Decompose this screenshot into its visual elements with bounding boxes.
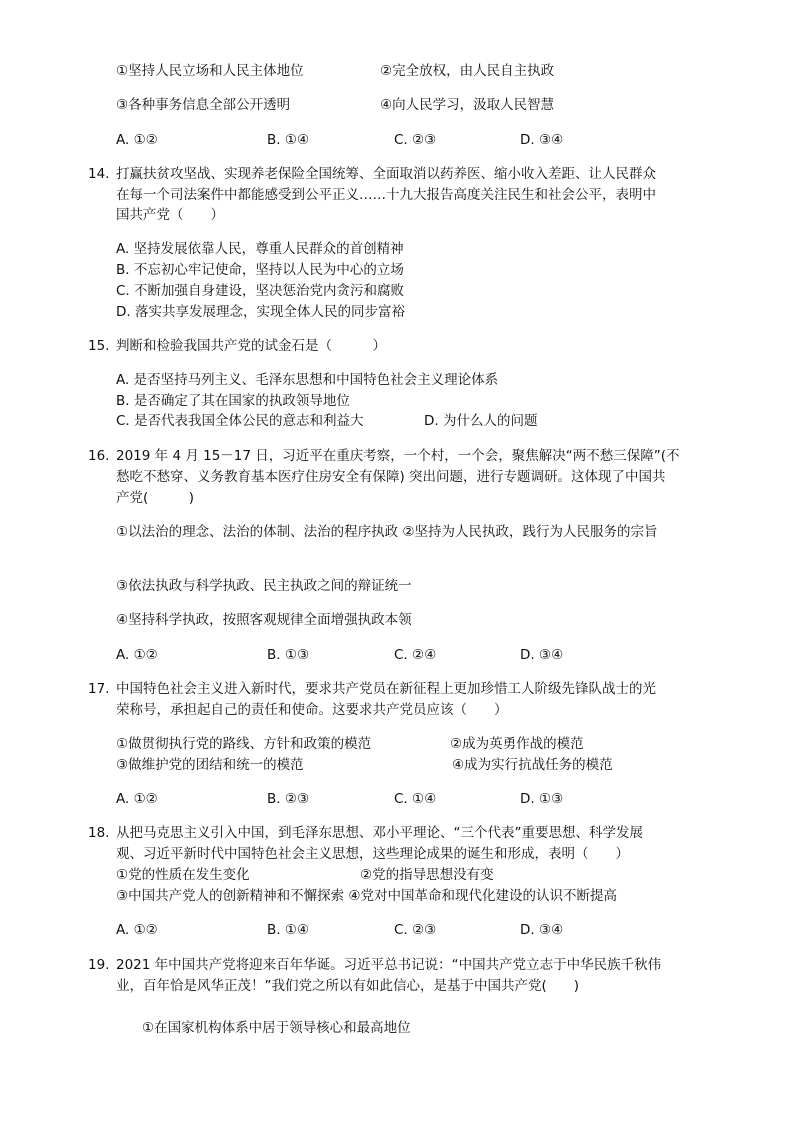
option-d: D. ①③ bbox=[520, 791, 564, 807]
option-d: D. 落实共享发展理念，实现全体人民的同步富裕 bbox=[116, 304, 405, 320]
choice-1: ①做贯彻执行党的路线、方针和政策的模范 bbox=[116, 736, 372, 752]
question-stem-line: 国共产党（ ） bbox=[116, 207, 224, 223]
option-b: B. ①④ bbox=[267, 922, 310, 938]
question-number: 19. bbox=[88, 957, 110, 973]
option-d: D. ③④ bbox=[520, 922, 564, 938]
choice-3: ③各种事务信息全部公开透明 bbox=[116, 97, 291, 113]
choice-1: ①在国家机构体系中居于领导核心和最高地位 bbox=[142, 1020, 411, 1036]
option-b: B. ②③ bbox=[267, 791, 310, 807]
option-a: A. ①② bbox=[116, 647, 158, 663]
option-b: B. 不忘初心牢记使命，坚持以人民为中心的立场 bbox=[116, 262, 404, 278]
option-d: D. ③④ bbox=[520, 647, 564, 663]
question-stem-line: 打赢扶贫攻坚战、实现养老保险全国统筹、全面取消以药养医、缩小收入差距、让人民群众 bbox=[116, 166, 656, 182]
option-c: C. 不断加强自身建设，坚决惩治党内贪污和腐败 bbox=[116, 283, 405, 299]
choice-1-2: ①以法治的理念、法治的体制、法治的程序执政 ②坚持为人民执政，践行为人民服务的宗旨 bbox=[116, 524, 658, 540]
question-number: 17. bbox=[88, 681, 110, 697]
option-c: C. ②③ bbox=[394, 132, 437, 148]
question-stem-line: 愁吃不愁穿、义务教育基本医疗住房安全有保障) 突出问题，进行专题调研。这体现了中国共 bbox=[116, 469, 666, 485]
question-number: 16. bbox=[88, 448, 110, 464]
question-stem-line: 2019 年 4 月 15－17 日，习近平在重庆考察，一个村，一个会，聚焦解决“两不愁三保障”(不 bbox=[116, 448, 680, 464]
question-stem: 判断和检验我国共产党的试金石是（ ） bbox=[116, 338, 386, 354]
option-c: C. 是否代表我国全体公民的意志和利益大 bbox=[116, 413, 364, 429]
option-a: A. 坚持发展依靠人民，尊重人民群众的首创精神 bbox=[116, 241, 404, 257]
option-b: B. 是否确定了其在国家的执政领导地位 bbox=[116, 393, 350, 409]
option-d: D. 为什么人的问题 bbox=[424, 413, 538, 429]
choice-3: ③做维护党的团结和统一的模范 bbox=[116, 757, 304, 773]
question-stem-line: 中国特色社会主义进入新时代，要求共产党员在新征程上更加珍惜工人阶级先锋队战士的光 bbox=[116, 681, 656, 697]
option-a: A. ①② bbox=[116, 791, 158, 807]
question-number: 18. bbox=[88, 825, 110, 841]
choice-3: ③依法执政与科学执政、民主执政之间的辩证统一 bbox=[116, 578, 412, 594]
option-b: B. ①④ bbox=[267, 132, 310, 148]
question-stem-line: 荣称号，承担起自己的责任和使命。这要求共产党员应该（ ） bbox=[116, 702, 508, 718]
choice-1: ①党的性质在发生变化 bbox=[116, 867, 250, 883]
question-stem-line: 在每一个司法案件中都能感受到公平正义……十九大报告高度关注民生和社会公平，表明中 bbox=[116, 187, 656, 203]
choice-2: ②成为英勇作战的模范 bbox=[450, 736, 584, 752]
question-number: 15. bbox=[88, 338, 110, 354]
option-a: A. ①② bbox=[116, 922, 158, 938]
choice-2: ②党的指导思想没有变 bbox=[360, 867, 494, 883]
choice-1: ①坚持人民立场和人民主体地位 bbox=[116, 63, 304, 79]
option-b: B. ①③ bbox=[267, 647, 310, 663]
option-d: D. ③④ bbox=[520, 132, 564, 148]
option-c: C. ②③ bbox=[394, 922, 437, 938]
option-a: A. ①② bbox=[116, 132, 158, 148]
question-stem-line: 从把马克思主义引入中国，到毛泽东思想、邓小平理论、“三个代表”重要思想、科学发展 bbox=[116, 825, 643, 841]
question-stem-line: 2021 年中国共产党将迎来百年华诞。习近平总书记说：“中国共产党立志于中华民族千秋伟 bbox=[116, 957, 662, 973]
option-c: C. ②④ bbox=[394, 647, 437, 663]
question-stem-line: 业，百年恰是风华正茂！”我们党之所以有如此信心，是基于中国共产党( ) bbox=[116, 978, 580, 994]
option-a: A. 是否坚持马列主义、毛泽东思想和中国特色社会主义理论体系 bbox=[116, 372, 499, 388]
question-number: 14. bbox=[88, 166, 110, 182]
choice-4: ④坚持科学执政，按照客观规律全面增强执政本领 bbox=[116, 612, 412, 628]
choice-4: ④向人民学习，汲取人民智慧 bbox=[380, 97, 555, 113]
option-c: C. ①④ bbox=[394, 791, 437, 807]
choice-3-4: ③中国共产党人的创新精神和不懈探索 ④党对中国革命和现代化建设的认识不断提高 bbox=[116, 888, 617, 904]
choice-4: ④成为实行抗战任务的模范 bbox=[452, 757, 613, 773]
question-stem-line: 观、习近平新时代中国特色社会主义思想，这些理论成果的诞生和形成，表明（ ） bbox=[116, 846, 629, 862]
choice-2: ②完全放权，由人民自主执政 bbox=[380, 63, 555, 79]
question-stem-line: 产党( ) bbox=[116, 490, 195, 506]
